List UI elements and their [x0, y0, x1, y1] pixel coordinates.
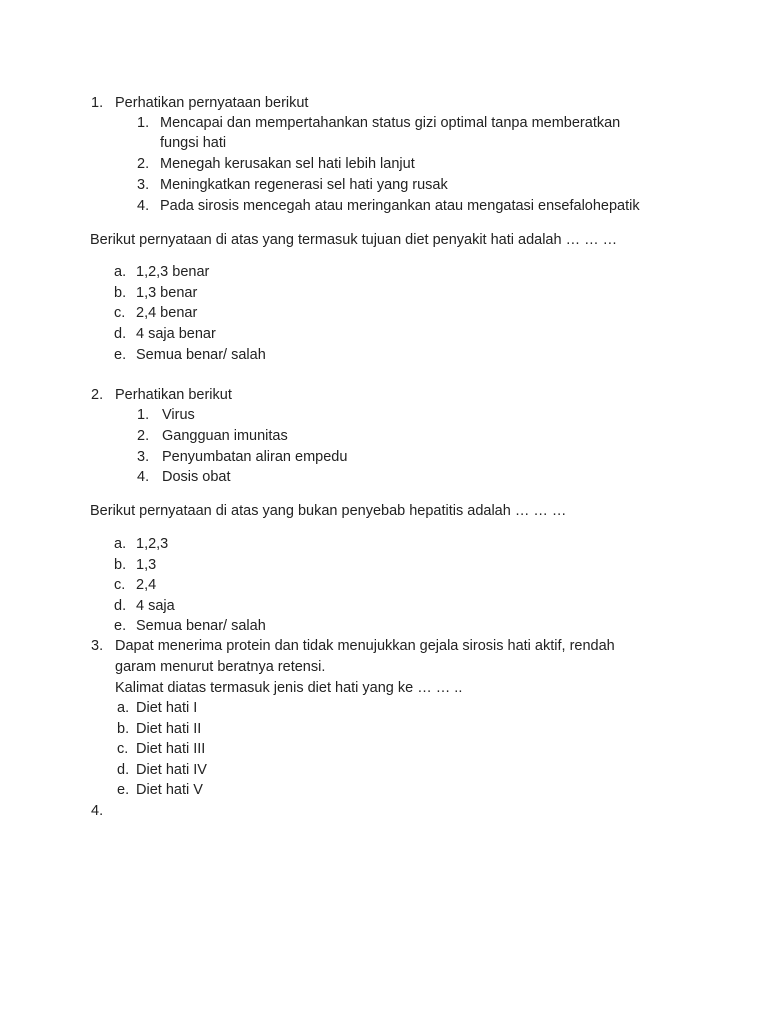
option-letter: d.	[114, 326, 127, 342]
statement-text: Dosis obat	[162, 469, 231, 485]
option-letter: e.	[114, 347, 127, 363]
statement-text: Pada sirosis mencegah atau meringankan atau mengatasi ensefalohepatik	[160, 198, 640, 214]
statement-number: 1.	[137, 115, 150, 131]
question-text: garam menurut beratnya retensi.	[115, 659, 326, 675]
option-letter: b.	[114, 285, 127, 301]
statement-text: fungsi hati	[160, 135, 227, 151]
option-letter: a.	[114, 536, 127, 552]
option-letter: a.	[114, 264, 127, 280]
option-text: 1,2,3	[136, 536, 169, 552]
option-letter: e.	[114, 618, 127, 634]
option-text: 2,4	[136, 577, 157, 593]
question-number: 1.	[91, 95, 104, 111]
question-text: Dapat menerima protein dan tidak menujukkan gejala sirosis hati aktif, rendah	[115, 638, 615, 654]
option-letter: b.	[117, 721, 130, 737]
question-prompt: Berikut pernyataan di atas yang bukan penyebab hepatitis adalah … … …	[90, 503, 567, 519]
option-text: Semua benar/ salah	[136, 618, 266, 634]
statement-text: Menegah kerusakan sel hati lebih lanjut	[160, 156, 415, 172]
option-letter: d.	[117, 762, 130, 778]
option-text: Diet hati II	[136, 721, 202, 737]
option-text: Semua benar/ salah	[136, 347, 266, 363]
statement-number: 2.	[137, 156, 150, 172]
statement-text: Gangguan imunitas	[162, 428, 288, 444]
question-prompt: Kalimat diatas termasuk jenis diet hati yang ke … … ..	[115, 680, 463, 696]
option-letter: b.	[114, 557, 127, 573]
statement-number: 3.	[137, 449, 150, 465]
option-text: Diet hati V	[136, 782, 203, 798]
option-letter: c.	[114, 305, 126, 321]
option-text: Diet hati I	[136, 700, 198, 716]
question-intro: Perhatikan berikut	[115, 387, 232, 403]
option-text: Diet hati III	[136, 741, 206, 757]
question-number: 4.	[91, 803, 104, 819]
question-prompt: Berikut pernyataan di atas yang termasuk tujuan diet penyakit hati adalah … … …	[90, 232, 618, 248]
statement-number: 1.	[137, 407, 150, 423]
statement-number: 2.	[137, 428, 150, 444]
statement-number: 4.	[137, 469, 150, 485]
question-intro: Perhatikan pernyataan berikut	[115, 95, 309, 111]
option-letter: c.	[117, 741, 129, 757]
option-text: 2,4 benar	[136, 305, 198, 321]
option-letter: a.	[117, 700, 130, 716]
option-text: 1,3	[136, 557, 157, 573]
statement-number: 3.	[137, 177, 150, 193]
option-text: 4 saja benar	[136, 326, 216, 342]
option-text: 1,3 benar	[136, 285, 198, 301]
option-text: Diet hati IV	[136, 762, 207, 778]
question-number: 3.	[91, 638, 104, 654]
option-text: 1,2,3 benar	[136, 264, 210, 280]
statement-text: Penyumbatan aliran empedu	[162, 449, 348, 465]
question-number: 2.	[91, 387, 104, 403]
option-letter: e.	[117, 782, 130, 798]
option-letter: d.	[114, 598, 127, 614]
statement-text: Virus	[162, 407, 195, 423]
statement-text: Mencapai dan mempertahankan status gizi optimal tanpa memberatkan	[160, 115, 621, 131]
statement-number: 4.	[137, 198, 150, 214]
option-text: 4 saja	[136, 598, 175, 614]
statement-text: Meningkatkan regenerasi sel hati yang rusak	[160, 177, 448, 193]
option-letter: c.	[114, 577, 126, 593]
